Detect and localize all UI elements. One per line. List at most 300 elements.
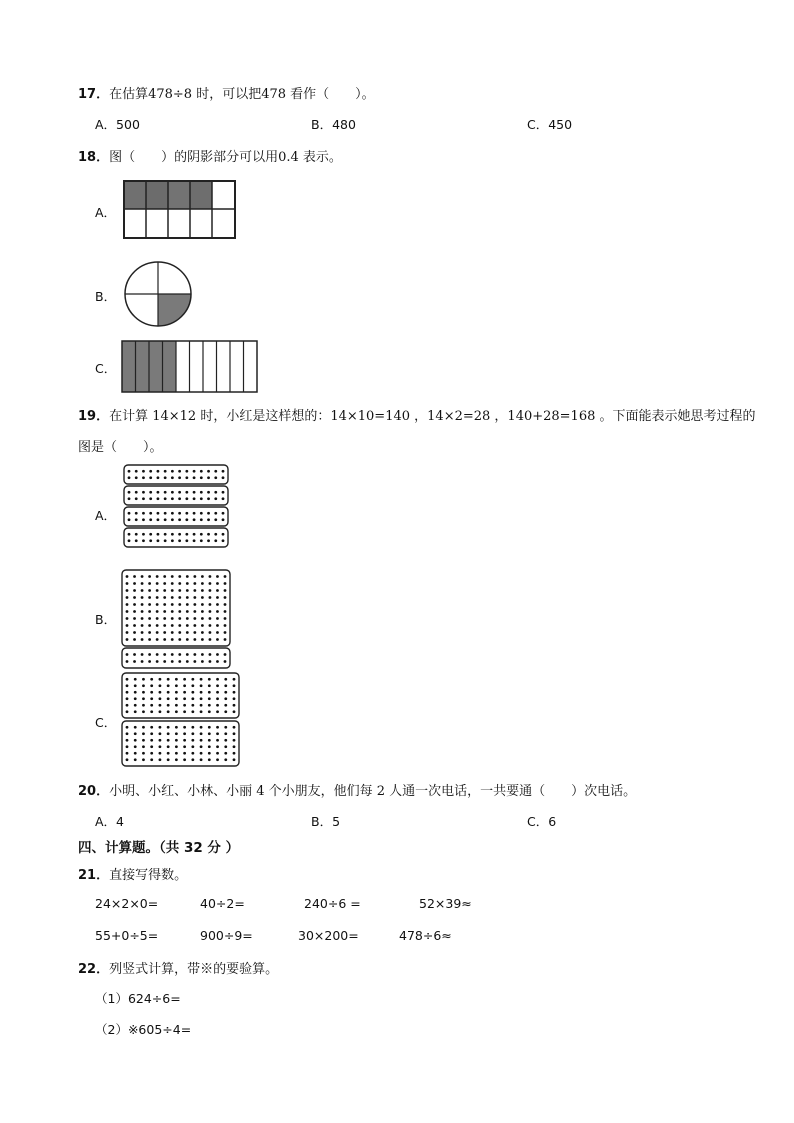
dot [128,539,131,542]
dot [159,739,162,742]
dot [126,638,129,641]
dot [208,758,211,761]
dot [178,476,181,479]
dot [200,726,203,729]
dot [208,739,211,742]
dot [150,732,153,735]
dot [191,704,194,707]
dot [183,704,186,707]
dot [175,684,178,687]
dot [185,512,188,515]
dot [193,491,196,494]
dot [207,491,210,494]
dot [175,758,178,761]
dot [193,470,196,473]
dot [200,697,203,700]
shaded-cell [146,181,168,209]
dot [128,518,131,521]
dot [135,518,138,521]
option-b[interactable]: B． [95,612,117,627]
question-number: 19． [78,409,110,424]
dot [193,589,196,592]
dot [224,631,227,634]
dot [186,660,189,663]
dot [126,653,129,656]
dot [164,533,167,536]
dot [163,603,166,606]
dot [233,752,236,755]
dot [216,589,219,592]
question-number: 18． [78,150,110,165]
dot [135,476,138,479]
dot [126,758,129,761]
dot [126,678,129,681]
dot [191,745,194,748]
dot [175,732,178,735]
dot [233,697,236,700]
dot [171,533,174,536]
dot [126,691,129,694]
dot [224,752,227,755]
dot [191,710,194,713]
dot [216,726,219,729]
dot [193,596,196,599]
dot [193,518,196,521]
dot [149,476,152,479]
dot [186,589,189,592]
dot [149,518,152,521]
dot [141,617,144,620]
dot [163,596,166,599]
dot [193,603,196,606]
dot [233,710,236,713]
dot [135,497,138,500]
dot [224,589,227,592]
dot [200,491,203,494]
dot [216,697,219,700]
dot [193,575,196,578]
dot [224,610,227,613]
dot [126,745,129,748]
dot [178,653,181,656]
dot [126,697,129,700]
dot [183,726,186,729]
dot [193,653,196,656]
dot [216,745,219,748]
dot [164,512,167,515]
dot [185,518,188,521]
dot [201,589,204,592]
dot [178,539,181,542]
dot [183,691,186,694]
dot [134,691,137,694]
dot [224,697,227,700]
dot [167,726,170,729]
dot [141,603,144,606]
dot [207,497,210,500]
dot [222,476,225,479]
dot [175,678,178,681]
dot [208,745,211,748]
dot [216,684,219,687]
dot [178,497,181,500]
dot [193,631,196,634]
option-b[interactable]: B．480 [311,117,356,132]
question-stem: 在估算478÷8 时，可以把478 看作（ ）。 [109,87,375,102]
question-20 [78,780,636,799]
section-title: 四、计算题。（共 32 分 ） [78,840,240,856]
dot [185,497,188,500]
dot [208,726,211,729]
dot [178,518,181,521]
dot [175,691,178,694]
dot [142,533,145,536]
option-a[interactable]: A．500 [95,117,140,132]
dot [159,732,162,735]
dot [208,732,211,735]
dot [216,752,219,755]
dot [141,575,144,578]
dot [126,710,129,713]
dot [186,617,189,620]
dot [171,476,174,479]
dot [200,512,203,515]
dot [150,691,153,694]
dot [149,512,152,515]
question-17 [78,83,375,102]
dot [133,653,136,656]
dot [163,631,166,634]
dot [191,678,194,681]
dot [142,739,145,742]
dot [193,610,196,613]
dot [178,631,181,634]
dot [159,704,162,707]
dot [133,582,136,585]
dot [186,603,189,606]
dot [150,726,153,729]
dot [208,710,211,713]
option-c[interactable]: C． [95,361,117,376]
dot [175,710,178,713]
dot [178,491,181,494]
dot [200,745,203,748]
dot [133,617,136,620]
dot [141,589,144,592]
question-number: 22． [78,962,110,977]
dot [183,684,186,687]
dot [222,533,225,536]
dot [233,678,236,681]
dot [142,726,145,729]
dot [191,758,194,761]
dot [142,512,145,515]
dot [148,603,151,606]
dot [171,660,174,663]
dot [201,631,204,634]
option-c[interactable]: C．450 [527,117,573,132]
dot [209,589,212,592]
calc-item: （2）※605÷4= [95,1022,192,1037]
dot [149,491,152,494]
question-stem: 图（ ）的阴影部分可以用0.4 表示。 [109,150,342,165]
dot [216,638,219,641]
dot [222,491,225,494]
dot [157,476,160,479]
dot [135,533,138,536]
dot [214,476,217,479]
dot [141,638,144,641]
dot [222,497,225,500]
dot [209,610,212,613]
dot [167,678,170,681]
dot [183,710,186,713]
dot [183,752,186,755]
calc-item: 52×39≈ [419,896,472,911]
dot [157,539,160,542]
dot [178,610,181,613]
dot [216,691,219,694]
dot [208,752,211,755]
dot [216,582,219,585]
question-stem: 列竖式计算，带※的要验算。 [109,962,279,977]
dot [159,710,162,713]
question-22 [78,958,278,977]
dot [175,726,178,729]
dot [142,697,145,700]
dot [186,653,189,656]
option-a[interactable]: A． [95,508,117,523]
dot [135,470,138,473]
dot [135,512,138,515]
dot [164,491,167,494]
dot [133,610,136,613]
dot [175,704,178,707]
dot [128,491,131,494]
dot [133,575,136,578]
dot [128,470,131,473]
dot [224,596,227,599]
dot [126,624,129,627]
dot [185,533,188,536]
dot [200,470,203,473]
figure-19c-dots [121,672,240,768]
dot [142,491,145,494]
dot [141,596,144,599]
dot [159,684,162,687]
dot [208,691,211,694]
dot [200,476,203,479]
dot [134,684,137,687]
dot [200,518,203,521]
dot [178,660,181,663]
dot [224,678,227,681]
dot [233,745,236,748]
dot [201,610,204,613]
dot [209,638,212,641]
dot [148,575,151,578]
figure-18a-grid [123,180,237,240]
figure-18b-circle [124,261,192,327]
dot [216,710,219,713]
dot [167,697,170,700]
dot [224,582,227,585]
dot [148,624,151,627]
question-19-line2: 图是（ ）。 [78,440,163,455]
dot [126,596,129,599]
dot [216,732,219,735]
dot [209,631,212,634]
dot [156,596,159,599]
dot [201,575,204,578]
dot [164,497,167,500]
dot-group [124,528,228,547]
question-number: 17． [78,87,110,102]
question-stem: 小明、小红、小林、小丽 4 个小朋友，他们每 2 人通一次电话，一共要通（ ）次电话。 [109,784,637,799]
question-stem: 直接写得数。 [109,868,188,883]
dot [133,660,136,663]
dot [157,518,160,521]
dot-group [122,570,230,646]
dot [183,758,186,761]
dot [224,732,227,735]
dot [141,653,144,656]
dot [134,739,137,742]
dot [159,726,162,729]
dot [126,752,129,755]
dot [150,704,153,707]
dot [126,575,129,578]
dot [126,603,129,606]
dot [171,610,174,613]
dot [133,638,136,641]
dot [167,691,170,694]
dot [171,575,174,578]
dot [233,758,236,761]
dot [200,539,203,542]
dot [185,491,188,494]
dot [175,745,178,748]
dot [163,638,166,641]
dot [193,660,196,663]
dot [134,678,137,681]
dot [209,596,212,599]
dot [200,752,203,755]
dot [133,631,136,634]
dot [167,758,170,761]
dot [156,582,159,585]
dot-group [122,673,239,718]
dot [224,745,227,748]
figure-19a-dots [123,464,229,556]
dot [222,512,225,515]
dot [148,638,151,641]
dot [163,610,166,613]
dot [201,582,204,585]
dot [209,653,212,656]
dot [141,582,144,585]
option-c[interactable]: C． [95,715,117,730]
dot [157,512,160,515]
dot [222,470,225,473]
dot [216,631,219,634]
dot [224,575,227,578]
dot [148,596,151,599]
dot [216,758,219,761]
dot [207,476,210,479]
dot [183,678,186,681]
dot [128,476,131,479]
dot [214,533,217,536]
dot [224,726,227,729]
option-b[interactable]: B．5 [311,814,341,829]
dot [208,704,211,707]
dot [191,684,194,687]
dot [163,575,166,578]
dot [216,575,219,578]
dot [148,653,151,656]
dot [126,726,129,729]
dot [142,539,145,542]
dot [201,603,204,606]
dot [134,710,137,713]
dot [178,582,181,585]
dot [133,596,136,599]
dot [178,603,181,606]
dot [175,739,178,742]
dot [142,732,145,735]
dot [167,684,170,687]
dot [134,732,137,735]
dot-group [122,721,239,766]
dot [150,678,153,681]
option-c[interactable]: C．6 [527,814,557,829]
dot [149,470,152,473]
dot [128,512,131,515]
dot [224,691,227,694]
dot [167,704,170,707]
dot [171,539,174,542]
dot [208,684,211,687]
dot [233,726,236,729]
dot [201,638,204,641]
dot [171,491,174,494]
dot [207,533,210,536]
dot [214,539,217,542]
option-a[interactable]: A．4 [95,814,125,829]
dot [200,732,203,735]
dot [209,624,212,627]
dot [191,752,194,755]
dot-group [124,465,228,484]
option-a[interactable]: A． [95,205,117,220]
dot [224,739,227,742]
dot [159,745,162,748]
dot [216,653,219,656]
dot-group [124,486,228,505]
dot [150,752,153,755]
dot [216,603,219,606]
dot [163,589,166,592]
dot [191,691,194,694]
dot [224,710,227,713]
dot [141,624,144,627]
dot [128,533,131,536]
dot [141,660,144,663]
option-b[interactable]: B． [95,289,117,304]
dot [142,476,145,479]
dot [233,691,236,694]
